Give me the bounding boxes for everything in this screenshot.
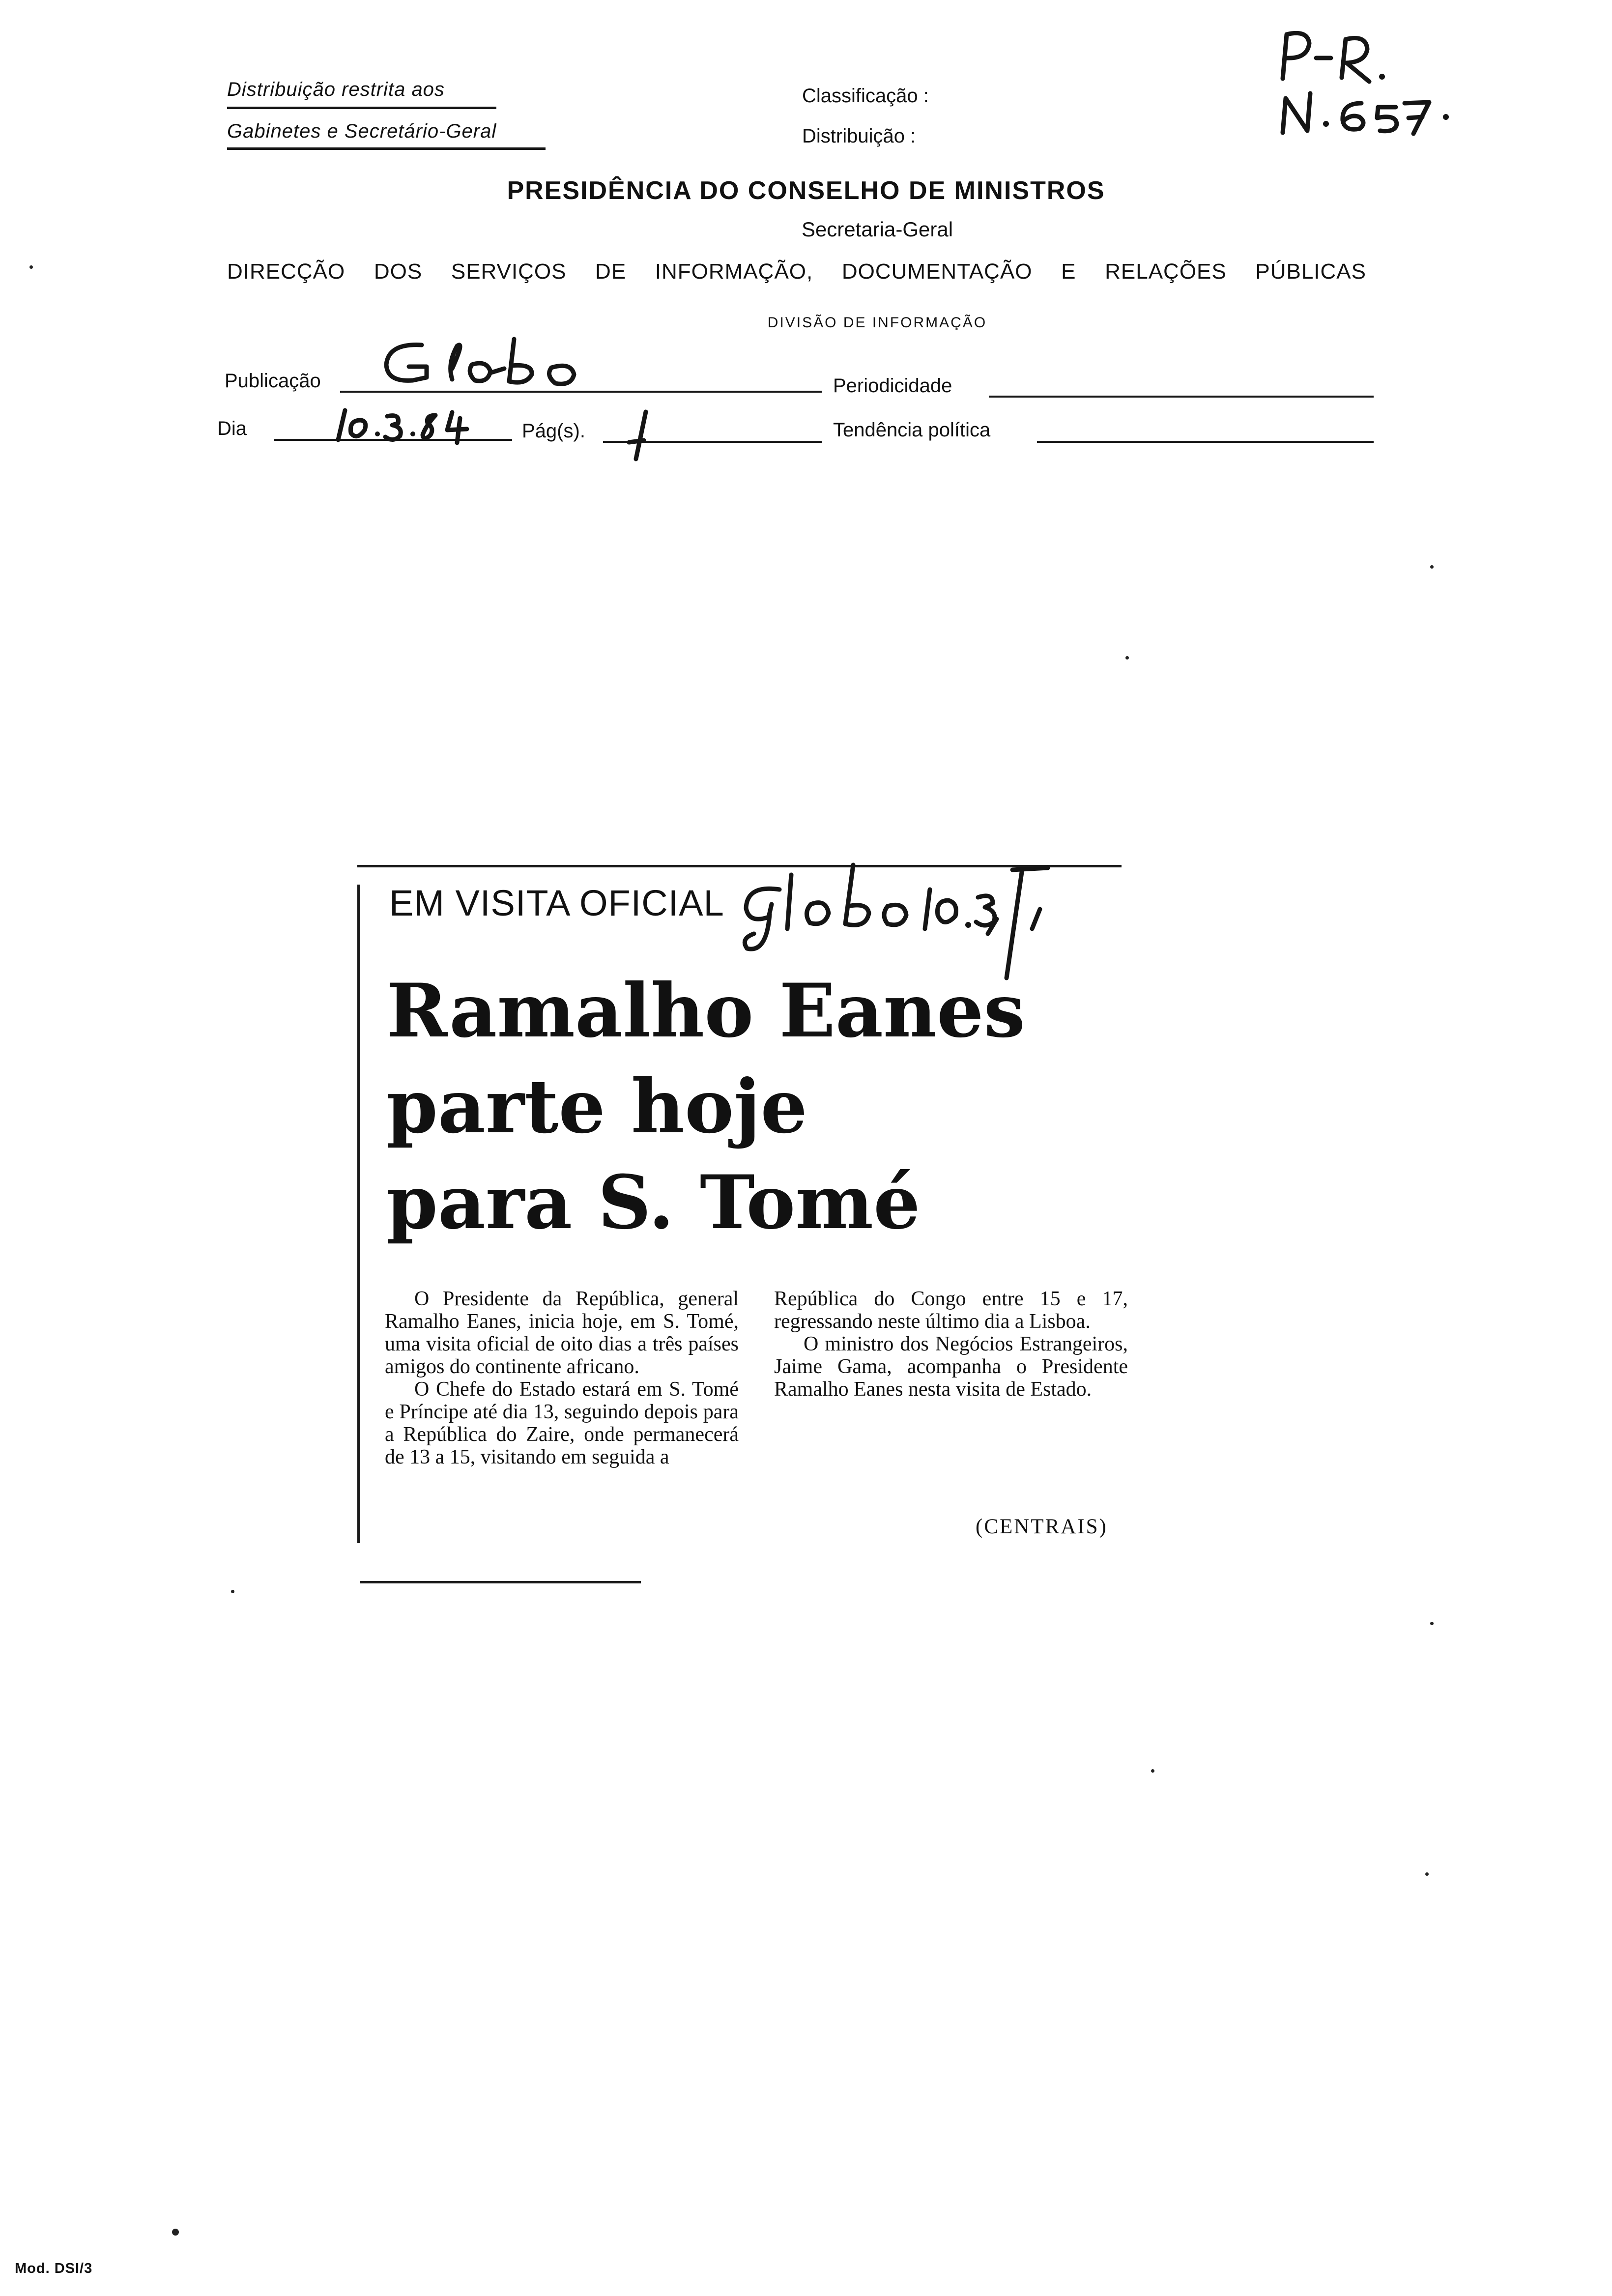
political-tendency-field-line	[1037, 441, 1374, 443]
scan-speck	[1151, 1769, 1154, 1773]
clipping-left-rule	[357, 885, 360, 1543]
scan-speck	[1125, 656, 1129, 660]
headline-line-3: para S. Tomé	[386, 1159, 921, 1246]
headline-line-2: parte hoje	[386, 1063, 807, 1150]
directorate-title: DIRECÇÃO DOS SERVIÇOS DE INFORMAÇÃO, DOCUMENTAÇÃO E RELAÇÕES PÚBLICAS	[227, 259, 1366, 284]
secretariat-label: Secretaria-Geral	[801, 218, 953, 241]
handwritten-pages-value	[624, 408, 654, 462]
article-paragraph: República do Congo entre 15 e 17, regressando neste último dia a Lisboa.	[774, 1288, 1128, 1333]
form-code: Mod. DSI/3	[15, 2261, 93, 2276]
pages-label: Pág(s).	[522, 420, 585, 442]
article-paragraph: O ministro dos Negócios Estrangeiros, Jaime Gama, acompanha o Presidente Ramalho Eanes nesta visita de Estado.	[774, 1333, 1128, 1401]
restriction-note-line-2: Gabinetes e Secretário-Geral	[227, 120, 497, 142]
scan-speck	[29, 265, 33, 269]
distribution-label: Distribuição :	[802, 125, 916, 147]
political-tendency-label: Tendência política	[833, 419, 991, 441]
periodicity-field-line	[989, 396, 1374, 398]
institution-title: PRESIDÊNCIA DO CONSELHO DE MINISTROS	[507, 176, 1105, 205]
scan-speck	[172, 2229, 179, 2236]
classification-label: Classificação :	[802, 85, 929, 107]
headline-line-1: Ramalho Eanes	[386, 968, 1025, 1054]
day-label: Dia	[217, 418, 247, 439]
article-column-2	[774, 1288, 1128, 1401]
handwritten-corner-note	[1273, 20, 1479, 133]
handwritten-day-value	[334, 405, 496, 445]
scan-speck	[1430, 1622, 1434, 1625]
scan-speck	[231, 1590, 234, 1593]
article-paragraph: O Chefe do Estado estará em S. Tomé e Príncipe até dia 13, seguindo depois para a República do Zaire, onde permanecerá de 13 a 15, visitando em seguida a	[385, 1378, 739, 1468]
handwritten-clipping-note	[737, 855, 1052, 983]
scan-speck	[1425, 1872, 1429, 1876]
restriction-note-line-1: Distribuição restrita aos	[227, 79, 445, 100]
restriction-underline-1	[227, 107, 496, 109]
handwritten-publication-value	[378, 334, 604, 393]
article-paragraph: O Presidente da República, general Ramalho Eanes, inicia hoje, em S. Tomé, uma visita oficial de oito dias a três países amigos do continente africano.	[385, 1288, 739, 1378]
restriction-underline-2	[227, 147, 546, 150]
article-source: (CENTRAIS)	[976, 1515, 1108, 1538]
clipping-bottom-rule	[360, 1581, 641, 1583]
clipping-kicker: EM VISITA OFICIAL	[389, 883, 724, 923]
scan-speck	[1430, 565, 1434, 569]
article-column-1	[385, 1288, 739, 1468]
division-label: DIVISÃO DE INFORMAÇÃO	[767, 315, 987, 331]
periodicity-label: Periodicidade	[833, 375, 952, 397]
publication-label: Publicação	[225, 370, 321, 392]
